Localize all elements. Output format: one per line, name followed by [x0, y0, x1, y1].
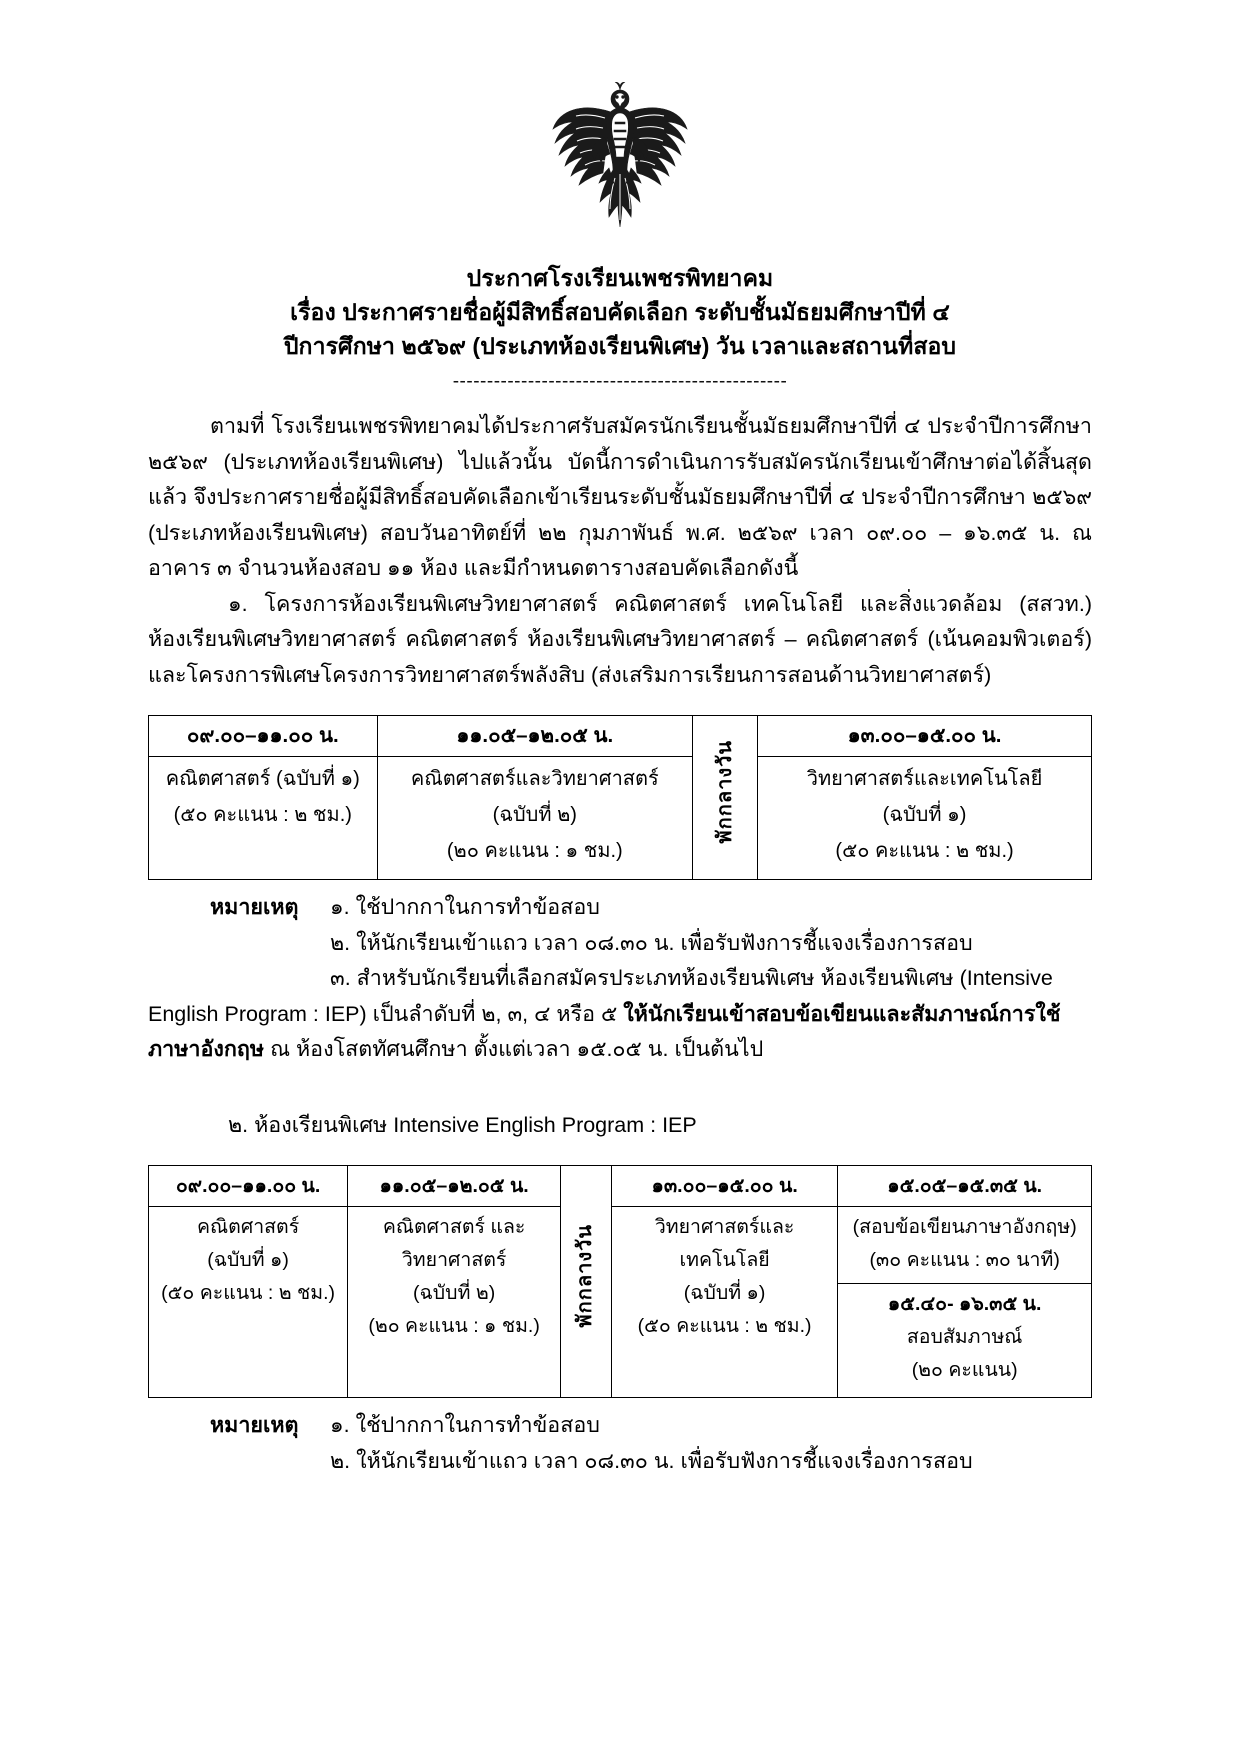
notes1-item-2: ๒. ให้นักเรียนเข้าแถว เวลา ๐๘.๓๐ น. เพื่อรับฟังการชี้แจงเรื่องการสอบ [330, 930, 973, 955]
table2-header-slot-2: ๑๑.๐๕–๑๒.๐๕ น. [348, 1166, 561, 1207]
exam-schedule-table-2 [148, 1165, 1092, 1398]
garuda-emblem [535, 82, 705, 247]
table2-cell-4-interview-subject: สอบสัมภาษณ์ [906, 1326, 1023, 1348]
notes2-label: หมายเหตุ [210, 1413, 299, 1437]
table1-cell-3-score: (๕๐ คะแนน : ๒ ชม.) [835, 840, 1014, 862]
table2-header-slot-4: ๑๕.๐๕–๑๕.๓๕ น. [838, 1166, 1092, 1207]
table2-cell-1 [149, 1207, 348, 1398]
exam-schedule-table-1 [148, 715, 1092, 880]
table1-cell-2 [377, 757, 693, 880]
table1-cell-2-score: (๒๐ คะแนน : ๑ ชม.) [446, 840, 623, 862]
table2-header-slot-3: ๑๓.๐๐–๑๕.๐๐ น. [611, 1166, 837, 1207]
table2-cell-4-interview-time: ๑๕.๔๐- ๑๖.๓๕ น. [887, 1293, 1042, 1315]
notes2-item-2: ๒. ให้นักเรียนเข้าแถว เวลา ๐๘.๓๐ น. เพื่อรับฟังการชี้แจงเรื่องการสอบ [330, 1448, 973, 1473]
table2-cell-1-volume: (ฉบับที่ ๑) [207, 1249, 289, 1271]
announcement-title-line-3: ปีการศึกษา ๒๕๖๙ (ประเภทห้องเรียนพิเศษ) วัน เวลาและสถานที่สอบ [283, 333, 957, 359]
announcement-title-line-1: ประกาศโรงเรียนเพชรพิทยาคม [466, 265, 774, 291]
intro-paragraph-block [148, 409, 1092, 693]
notes1-label: หมายเหตุ [210, 895, 299, 919]
notes1-item-3-line-3a: ภาษาอังกฤษ [148, 1037, 265, 1061]
table-row-header [149, 716, 1092, 757]
table2-cell-1-score: (๕๐ คะแนน : ๒ ชม.) [161, 1282, 336, 1304]
table2-cell-1-subject: คณิตศาสตร์ [197, 1216, 300, 1238]
table2-cell-4-interview-score: (๒๐ คะแนน) [911, 1359, 1018, 1381]
table2-lunch-break-cell [561, 1166, 612, 1398]
notes-block-1 [148, 890, 1092, 1068]
note-row [148, 997, 1092, 1033]
table1-lunch-break-cell [693, 716, 758, 880]
table2-cell-4-score: (๓๐ คะแนน : ๓๐ นาที) [869, 1249, 1060, 1271]
table1-cell-3 [758, 757, 1092, 880]
notes1-item-3-line-1: ๓. สำหรับนักเรียนที่เลือกสมัครประเภทห้องเรียนพิเศษ ห้องเรียนพิเศษ (Intensive [330, 966, 1053, 990]
table2-cell-2-subject-line-1: คณิตศาสตร์ และ [382, 1216, 526, 1238]
program-list-paragraph: ๑. โครงการห้องเรียนพิเศษวิทยาศาสตร์ คณิตศาสตร์ เทคโนโลยี และสิ่งแวดล้อม (สสวท.) ห้องเรียนพิเศษวิทยาศาสตร์ คณิตศาสตร์ ห้องเรียนพิเศษวิทยาศาสตร์ – คณิตศาสตร์ (เน้นคอมพิวเตอร์) และโครงการพิเศษโครงการวิทยาศาสตร์พลังสิบ (ส่งเสริมการเรียนการสอนด้านวิทยาศาสตร์) [148, 591, 1092, 687]
table2-cell-3 [611, 1207, 837, 1398]
table2-cell-2 [348, 1207, 561, 1398]
table1-cell-1-score: (๕๐ คะแนน : ๒ ชม.) [173, 804, 352, 826]
notes1-item-3-line-2a: English Program : IEP) เป็นลำดับที่ ๒, ๓, ๔ หรือ ๕ [148, 1001, 624, 1026]
table1-cell-3-volume: (ฉบับที่ ๑) [882, 804, 967, 826]
table2-header-slot-1: ๐๙.๐๐–๑๑.๐๐ น. [149, 1166, 348, 1207]
table2-cell-3-volume: (ฉบับที่ ๑) [683, 1282, 766, 1304]
table2-lunch-break-label: พักกลางวัน [574, 1224, 597, 1328]
table2-cell-2-score: (๒๐ คะแนน : ๑ ชม.) [368, 1315, 540, 1337]
notes1-item-3-line-2b: ให้นักเรียนเข้าสอบข้อเขียนและสัมภาษณ์การใช้ [623, 1001, 1061, 1026]
notes2-item-1: ๑. ใช้ปากกาในการทำข้อสอบ [330, 1413, 600, 1437]
table2-cell-3-subject-line-2: เทคโนโลยี [679, 1249, 770, 1271]
table1-header-slot-3: ๑๓.๐๐–๑๕.๐๐ น. [758, 716, 1092, 757]
notes-block-2 [148, 1408, 1092, 1479]
emblem-container [148, 0, 1092, 247]
note-row [148, 1032, 1092, 1068]
announcement-title-line-2: เรื่อง ประกาศรายชื่อผู้มีสิทธิ์สอบคัดเลือก ระดับชั้นมัธยมศึกษาปีที่ ๔ [290, 299, 950, 325]
table-row-header [149, 1166, 1092, 1207]
table1-header-slot-1: ๐๙.๐๐–๑๑.๐๐ น. [149, 716, 378, 757]
table-row [149, 1207, 1092, 1398]
table-row [149, 757, 1092, 880]
table1-lunch-break-label: พักกลางวัน [714, 739, 737, 844]
notes1-item-3-line-3b: ณ ห้องโสตทัศนศึกษา ตั้งแต่เวลา ๑๕.๐๕ น. เป็นต้นไป [264, 1037, 764, 1061]
table1-cell-2-subject: คณิตศาสตร์และวิทยาศาสตร์ [410, 768, 659, 790]
intro-paragraph: ตามที่ โรงเรียนเพชรพิทยาคมได้ประกาศรับสมัครนักเรียนชั้นมัธยมศึกษาปีที่ ๔ ประจำปีการศึกษา ๒๕๖๙ (ประเภทห้องเรียนพิเศษ) ไปแล้วนั้น บัดนี้การดำเนินการรับสมัครนักเรียนเข้าศึกษาต่อได้สิ้นสุดแล้ว จึงประกาศรายชื่อผู้มีสิทธิ์สอบคัดเลือกเข้าเรียนระดับชั้นมัธยมศึกษาปีที่ ๔ ประจำปีการศึกษา ๒๕๖๙ (ประเภทห้องเรียนพิเศษ) สอบวันอาทิตย์ที่ ๒๒ กุมภาพันธ์ พ.ศ. ๒๕๖๙ เวลา ๐๙.๐๐ – ๑๖.๓๕ น. ณ อาคาร ๓ จำนวนห้องสอบ ๑๑ ห้อง และมีกำหนดตารางสอบคัดเลือกดังนี้ [148, 414, 1092, 580]
table2-cell-3-score: (๕๐ คะแนน : ๒ ชม.) [637, 1315, 812, 1337]
table1-header-slot-2: ๑๑.๐๕–๑๒.๐๕ น. [377, 716, 693, 757]
table2-cell-2-volume: (ฉบับที่ ๒) [413, 1282, 496, 1304]
note-row [148, 1408, 1092, 1444]
announcement-title-block [148, 261, 1092, 395]
table2-cell-4 [838, 1207, 1092, 1398]
table2-cell-2-subject-line-2: วิทยาศาสตร์ [401, 1249, 507, 1271]
table1-cell-2-volume: (ฉบับที่ ๒) [492, 804, 577, 826]
table1-cell-1-subject: คณิตศาสตร์ (ฉบับที่ ๑) [165, 768, 360, 790]
title-divider: ------------------------------------------------- [452, 371, 788, 392]
table2-cell-4-interview-block [838, 1283, 1091, 1387]
table1-cell-1 [149, 757, 378, 880]
section-2-label: ๒. ห้องเรียนพิเศษ Intensive English Program : IEP [228, 1112, 697, 1137]
table2-cell-3-subject-line-1: วิทยาศาสตร์และ [654, 1216, 795, 1238]
table2-cell-4-subject: (สอบข้อเขียนภาษาอังกฤษ) [852, 1216, 1077, 1238]
table1-cell-3-subject: วิทยาศาสตร์และเทคโนโลยี [806, 768, 1043, 790]
notes1-item-1: ๑. ใช้ปากกาในการทำข้อสอบ [330, 895, 600, 919]
note-row [148, 890, 1092, 926]
